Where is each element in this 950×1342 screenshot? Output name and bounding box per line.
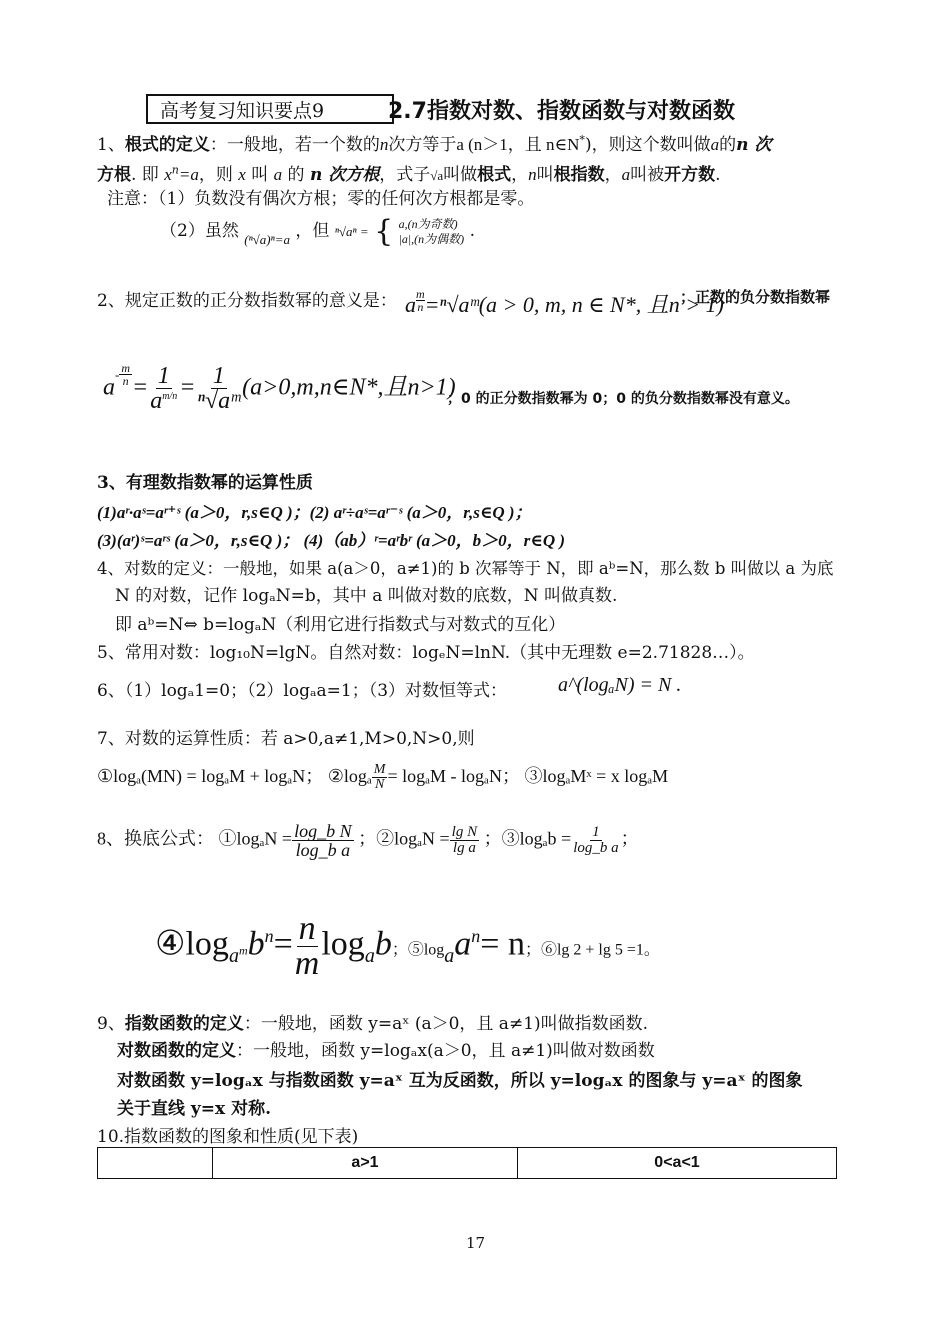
section-1-line-1: 1、根式的定义：一般地，若一个数的n次方等于a (n＞1，且 n∈N*)，则这个数叫做a的n 次 xyxy=(97,133,772,155)
section-1-note: 注意：（1）负数没有偶次方根；零的任何次方根都是零。 xyxy=(107,189,535,209)
section-9-line-1: 9、指数函数的定义：一般地，函数 y=aˣ (a＞0，且 a≠1)叫做指数函数. xyxy=(97,1014,649,1034)
page-number: 17 xyxy=(466,1234,486,1252)
section-1-note-2: （2）虽然 $_{(^n√a)^n=a}$ ，但 ⁿ√aⁿ = { a,(n为奇数) |a|,(n为偶数) . xyxy=(160,213,475,249)
positive-fraction-exponent-formula: a $^{\frac{m}{n}}$ =ⁿ√aᵐ(a > 0, m, n ∈ N*, 且n > 1) xyxy=(405,287,724,317)
page-title: 2.7指数对数、指数函数与对数函数 xyxy=(388,99,735,124)
section-3-title: 3、有理数指数幂的运算性质 xyxy=(97,473,313,493)
section-5-line: 5、常用对数：log₁₀N=lgN。自然对数：logₑN=lnN.（其中无理数 e=2.71828…）。 xyxy=(97,643,755,663)
section-1-line-2: 方根. 即 $x^n=a$，则 x 叫 a 的 n 次方根，式子√a叫做根式，n叫根指数，a叫被开方数. xyxy=(97,163,721,185)
log-properties: ①logₐ(MN) = logₐM + logₐN； ②logₐ $\frac{M}{N}$ = logₐM - logₐN； ③logₐMˣ = x logₐM xyxy=(97,762,669,793)
section-label: 高考复习知识要点9 xyxy=(160,100,325,122)
table-cell xyxy=(98,1148,213,1179)
negative-fraction-exponent-formula: $a^{- \frac{m}{n}}$ = $\frac{1}{a^{m/n}}$ = $\frac{1}{\text{ⁿ√aᵐ}}$ (a>0,m,n∈N*,且n>1) xyxy=(103,361,456,415)
table-header-a-greater-1: a>1 xyxy=(213,1148,518,1179)
section-9-line-4: 关于直线 y=x 对称. xyxy=(117,1099,272,1119)
change-of-base-formulas: 8、换底公式： ①logₐN = $\frac{\text{log\_b N}}{\text{log\_b a}}$ ；②logₐN = $\frac{\text{lg N}}{\text{lg a}}$ ；③logₐb = $\frac{1}{\text{log\_b a}}$ ； xyxy=(97,821,639,860)
section-7-line: 7、对数的运算性质：若 a>0,a≠1,M>0,N>0,则 xyxy=(97,729,475,749)
exponential-function-table xyxy=(97,1147,837,1179)
section-3-line-2: (3)(aʳ)ˢ=aʳˢ (a＞0，r,s∈Q )； (4)（ab）ʳ=aʳbʳ (a＞0，b＞0，r∈Q ) xyxy=(97,531,566,550)
section-2-text: 2、规定正数的正分数指数幂的意义是： xyxy=(97,291,397,311)
section-4-line-1: 4、对数的定义：一般地，如果 a(a＞0，a≠1)的 b 次幂等于 N，即 aᵇ=N，那么数 b 叫做以 a 为底 xyxy=(97,559,834,578)
section-3-line-1: (1)aʳ·aˢ=aʳ⁺ˢ (a＞0，r,s∈Q )；(2) aʳ÷aˢ=aʳ⁻ˢ (a＞0，r,s∈Q )； xyxy=(97,503,532,522)
section-10-line: 10.指数函数的图象和性质(见下表) xyxy=(97,1127,359,1147)
table-header-a-between-0-1: 0<a<1 xyxy=(518,1148,837,1179)
section-4-line-2: N 的对数，记作 logₐN=b，其中 a 叫做对数的底数，N 叫做真数. xyxy=(115,586,618,606)
section-2-tail: ；正数的负分数指数幂 xyxy=(680,288,831,306)
section-4-line-3: 即 aᵇ=N⇔ b=logₐN（利用它进行指数式与对数式的互化） xyxy=(115,615,566,635)
log-identity-formula: a^(logₐN) = N . xyxy=(558,674,682,696)
section-9-line-3: 对数函数 y=logₐx 与指数函数 y=aˣ 互为反函数，所以 y=logₐx 的图象与 y=aˣ 的图象 xyxy=(117,1071,803,1091)
section-6-line: 6、（1）logₐ1=0；（2）logₐa=1；（3）对数恒等式： xyxy=(97,681,508,701)
log-power-formulas: $④\log_{a^m}b^n=$ $\frac{n}{m}$ $\log_ab$；$⑤\log_aa^n= n$；⑥lg 2 + lg 5 =1。 xyxy=(155,910,660,982)
section-9-line-2: 对数函数的定义：一般地，函数 y=logₐx(a＞0，且 a≠1)叫做对数函数 xyxy=(117,1041,655,1061)
section-2-note: ；0 的正分数指数幂为 0；0 的负分数指数幂没有意义。 xyxy=(447,391,799,407)
table-row xyxy=(98,1148,837,1179)
